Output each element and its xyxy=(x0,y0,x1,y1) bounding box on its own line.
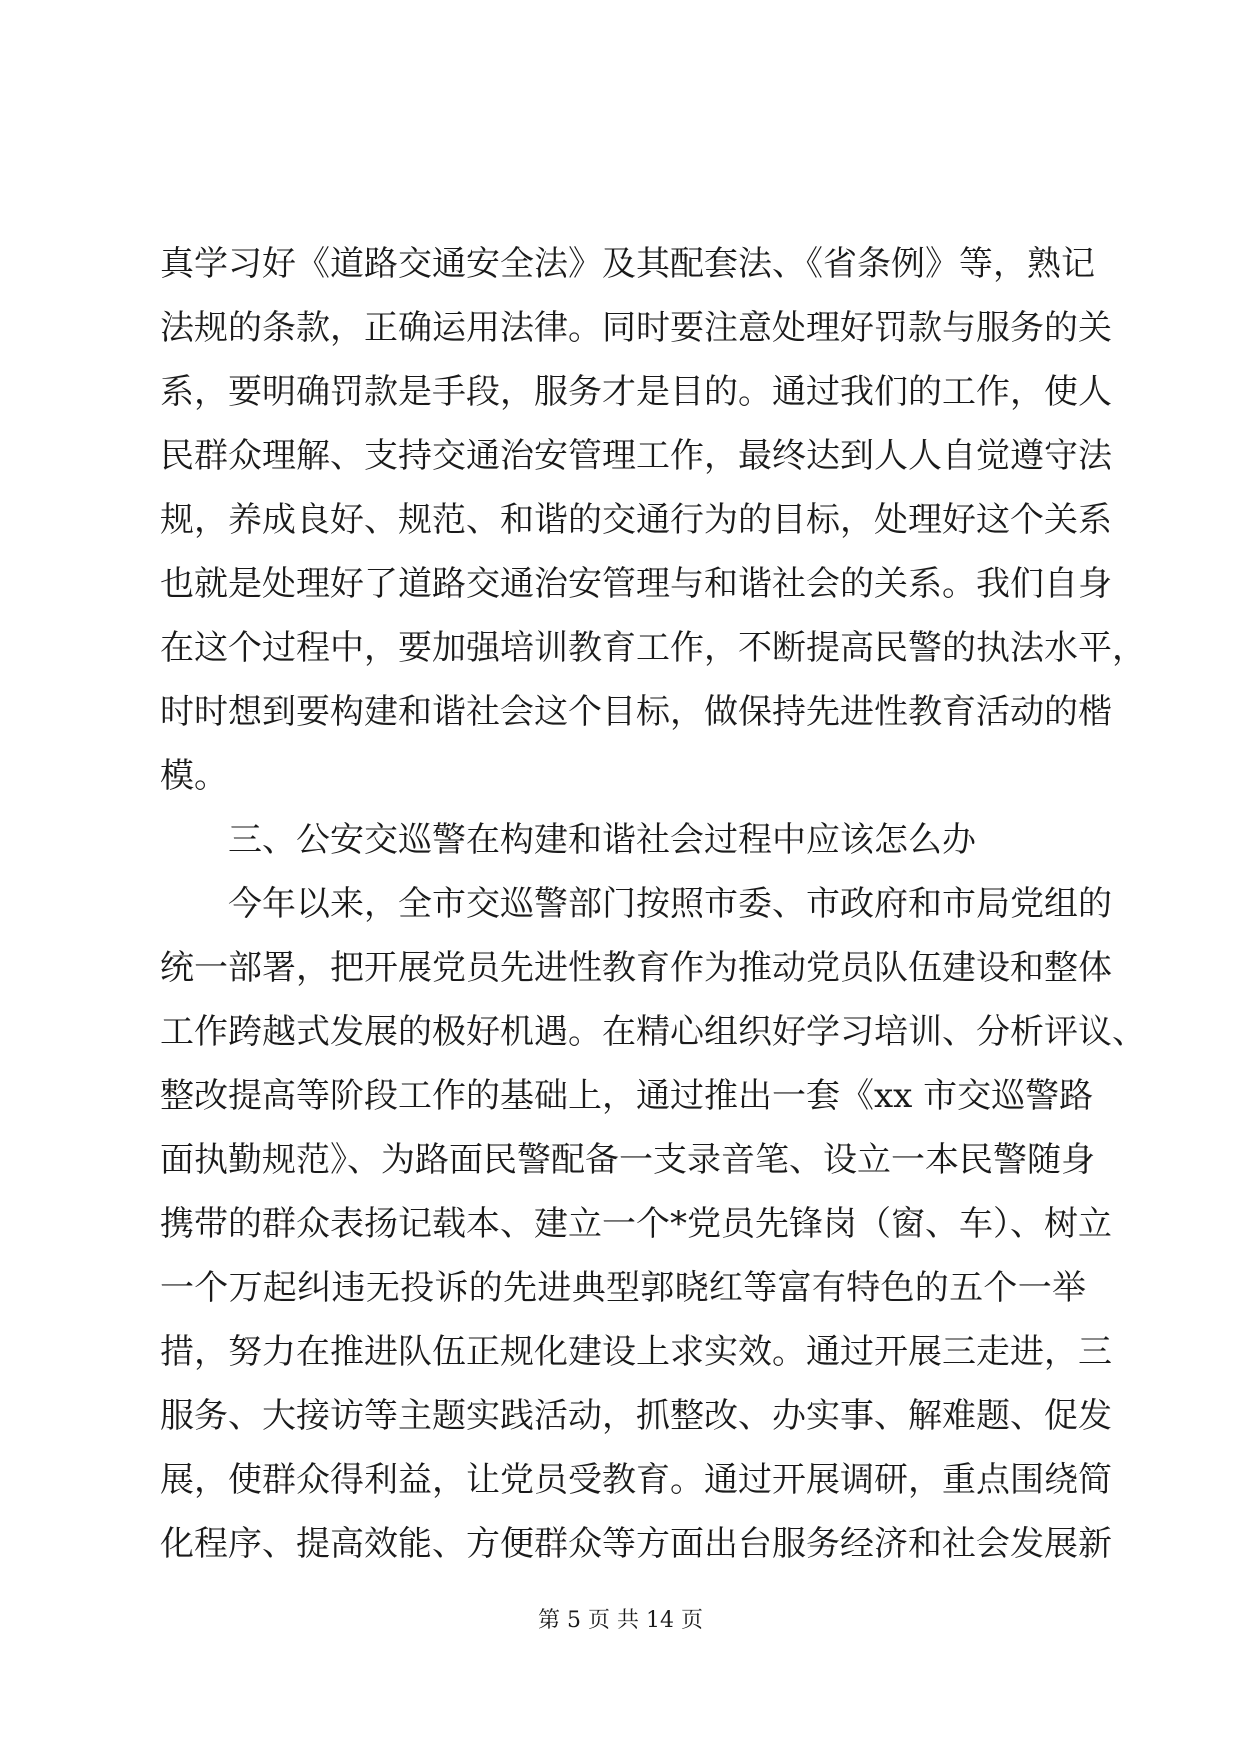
text-line-17: 一个万起纠违无投诉的先进典型郭晓红等富有特色的五个一举 xyxy=(160,1268,1086,1308)
text-line-8: 时时想到要构建和谐社会这个目标，做保持先进性教育活动的楷 xyxy=(160,692,1112,732)
section-heading: 三、公安交巡警在构建和谐社会过程中应该怎么办 xyxy=(228,820,976,860)
text-line-15: 面执勤规范》、为路面民警配备一支录音笔、设立一本民警随身 xyxy=(160,1140,1095,1180)
text-line-9: 模。 xyxy=(160,756,228,796)
text-line-1: 真学习好《道路交通安全法》及其配套法、《省条例》等，熟记 xyxy=(160,244,1095,284)
text-line-19: 服务、大接访等主题实践活动，抓整改、办实事、解难题、促发 xyxy=(160,1396,1112,1436)
text-line-6: 也就是处理好了道路交通治安管理与和谐社会的关系。我们自身 xyxy=(160,564,1112,604)
text-line-7: 在这个过程中，要加强培训教育工作，不断提高民警的执法水平， xyxy=(160,628,1146,668)
text-line-4: 民群众理解、支持交通治安管理工作，最终达到人人自觉遵守法 xyxy=(160,436,1112,476)
text-line-2: 法规的条款，正确运用法律。同时要注意处理好罚款与服务的关 xyxy=(160,308,1112,348)
text-line-21: 化程序、提高效能、方便群众等方面出台服务经济和社会发展新 xyxy=(160,1524,1112,1564)
text-line-13: 工作跨越式发展的极好机遇。在精心组织好学习培训、分析评议、 xyxy=(160,1012,1146,1052)
text-line-3: 系，要明确罚款是手段，服务才是目的。通过我们的工作，使人 xyxy=(160,372,1112,412)
text-line-11: 今年以来，全市交巡警部门按照市委、市政府和市局党组的 xyxy=(228,884,1112,924)
text-line-16: 携带的群众表扬记载本、建立一个*党员先锋岗（窗、车）、树立 xyxy=(160,1204,1112,1244)
document-body xyxy=(160,232,1146,1576)
text-line-12: 统一部署，把开展党员先进性教育作为推动党员队伍建设和整体 xyxy=(160,948,1112,988)
text-line-5: 规，养成良好、规范、和谐的交通行为的目标，处理好这个关系 xyxy=(160,500,1112,540)
text-line-20: 展，使群众得利益，让党员受教育。通过开展调研，重点围绕简 xyxy=(160,1460,1112,1500)
text-line-18: 措，努力在推进队伍正规化建设上求实效。通过开展三走进，三 xyxy=(160,1332,1112,1372)
page-number-footer: 第 5 页 共 14 页 xyxy=(538,1608,703,1633)
text-line-14: 整改提高等阶段工作的基础上，通过推出一套《xx 市交巡警路 xyxy=(160,1076,1094,1116)
